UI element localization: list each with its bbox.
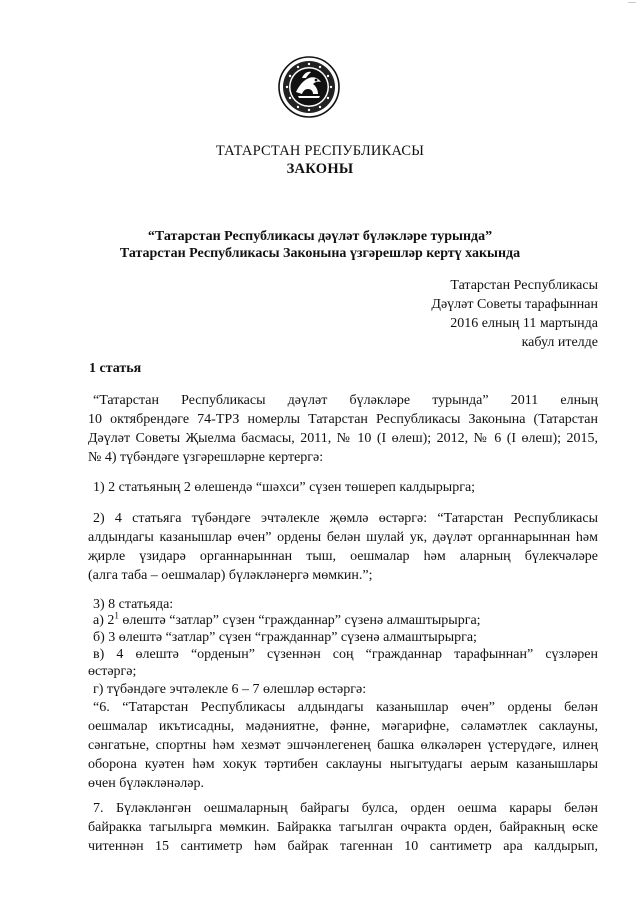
intro-line: “Татарстан Республикасы дәүләт бүләкләре турында” 2011 елның [93, 393, 598, 408]
adoption-line-3: 2016 елның 11 мартында [450, 316, 598, 331]
item-1: 1) 2 статьяның 2 өлешендә “шәхси” сүзен төшереп калдырырга; [93, 480, 476, 495]
adoption-line-4: кабул ителде [521, 335, 598, 350]
item-2-line: 2) 4 статьяга түбәндәге эчтәлекле җөмлә өстәргә: “Татарстан Республикасы [93, 511, 598, 526]
item-3b: б) 3 өлештә “затлар” сүзен “гражданнар” сүзенә алмаштырырга; [93, 630, 477, 645]
item-3a: а) $2^1$ өлештә “затлар” сүзен “гражданнар” сүзенә алмаштырырга; [93, 610, 481, 628]
part-7-line: байракка тагылырга мөмкин. Байракка тагылган очракта орден, байракның өске [88, 820, 598, 835]
header-law: ЗАКОНЫ [286, 161, 354, 177]
coat-of-arms-emblem [278, 56, 340, 118]
item-2-line: җирле үзидарә органнарыннан тыш, оешмалар һәм аларның бүлекчәләре [88, 549, 598, 564]
header-republic: ТАТАРСТАН РЕСПУБЛИКАСЫ [215, 143, 425, 159]
scan-mark [628, 2, 636, 3]
item-3d: г) түбәндәге эчтәлекле 6 – 7 өлешләр өстәргә: [93, 682, 367, 697]
adoption-line-2: Дәүләт Советы тарафыннан [431, 297, 598, 312]
part-6-line: сәнгатьне, спортны һәм хезмәт эшчәнлегенең башка өлкәләрен үстерүдәге, илнең [88, 738, 598, 753]
intro-line: Дәүләт Советы Җыелма басмасы, 2011, № 10 (I өлеш); 2012, № 6 (I өлеш); 2015, [88, 431, 598, 446]
article-heading: 1 статья [89, 361, 142, 376]
item-3-heading: 3) 8 статьяда: [93, 597, 174, 612]
item-2-line: (алга таба – оешмалар) бүләкләнергә мөмкин.”; [88, 568, 373, 583]
item-3c-line: в) 4 өлештә “орденын” сүзеннән соң “гражданнар тарафыннан” сүзләрен [93, 647, 598, 662]
part-6-line: оешмалар икътисадны, мәдәниятне, фәнне, мәгарифне, сәламәтлек саклауны, [88, 719, 598, 734]
adoption-line-1: Татарстан Республикасы [450, 278, 598, 293]
title-line-2: Татарстан Республикасы Законына үзгәрешләр кертү хакында [119, 246, 521, 261]
part-6-line: оборона куәтен һәм хокук тәртибен саклауны ныгытудагы аерым казанышлары [88, 757, 598, 772]
part-7-line: читеннән 15 сантиметр һәм байрак тагеннан 10 сантиметр ара калдырып, [88, 839, 598, 854]
part-7-line: 7. Бүләкләнгән оешмаларның байрагы булса, орден оешма карары белән [93, 801, 598, 816]
part-6-line: өчен бүләкләнәләр. [88, 776, 204, 791]
intro-line: 10 октябрендәге 74-ТРЗ номерлы Татарстан Республикасы Законына (Татарстан [88, 412, 598, 427]
part-6-line: “6. “Татарстан Республикасы алдындагы казанышлар өчен” ордены белән [93, 700, 598, 715]
intro-line: № 4) түбәндәге үзгәрешләрне кертергә: [88, 450, 324, 465]
title-line-1: “Татарстан Республикасы дәүләт бүләкләре турында” [147, 229, 493, 244]
item-3c-line: өстәргә; [88, 664, 137, 679]
item-2-line: алдындагы казанышлар өчен” ордены белән шулай ук, дәүләт органнарыннан һәм [88, 530, 598, 545]
